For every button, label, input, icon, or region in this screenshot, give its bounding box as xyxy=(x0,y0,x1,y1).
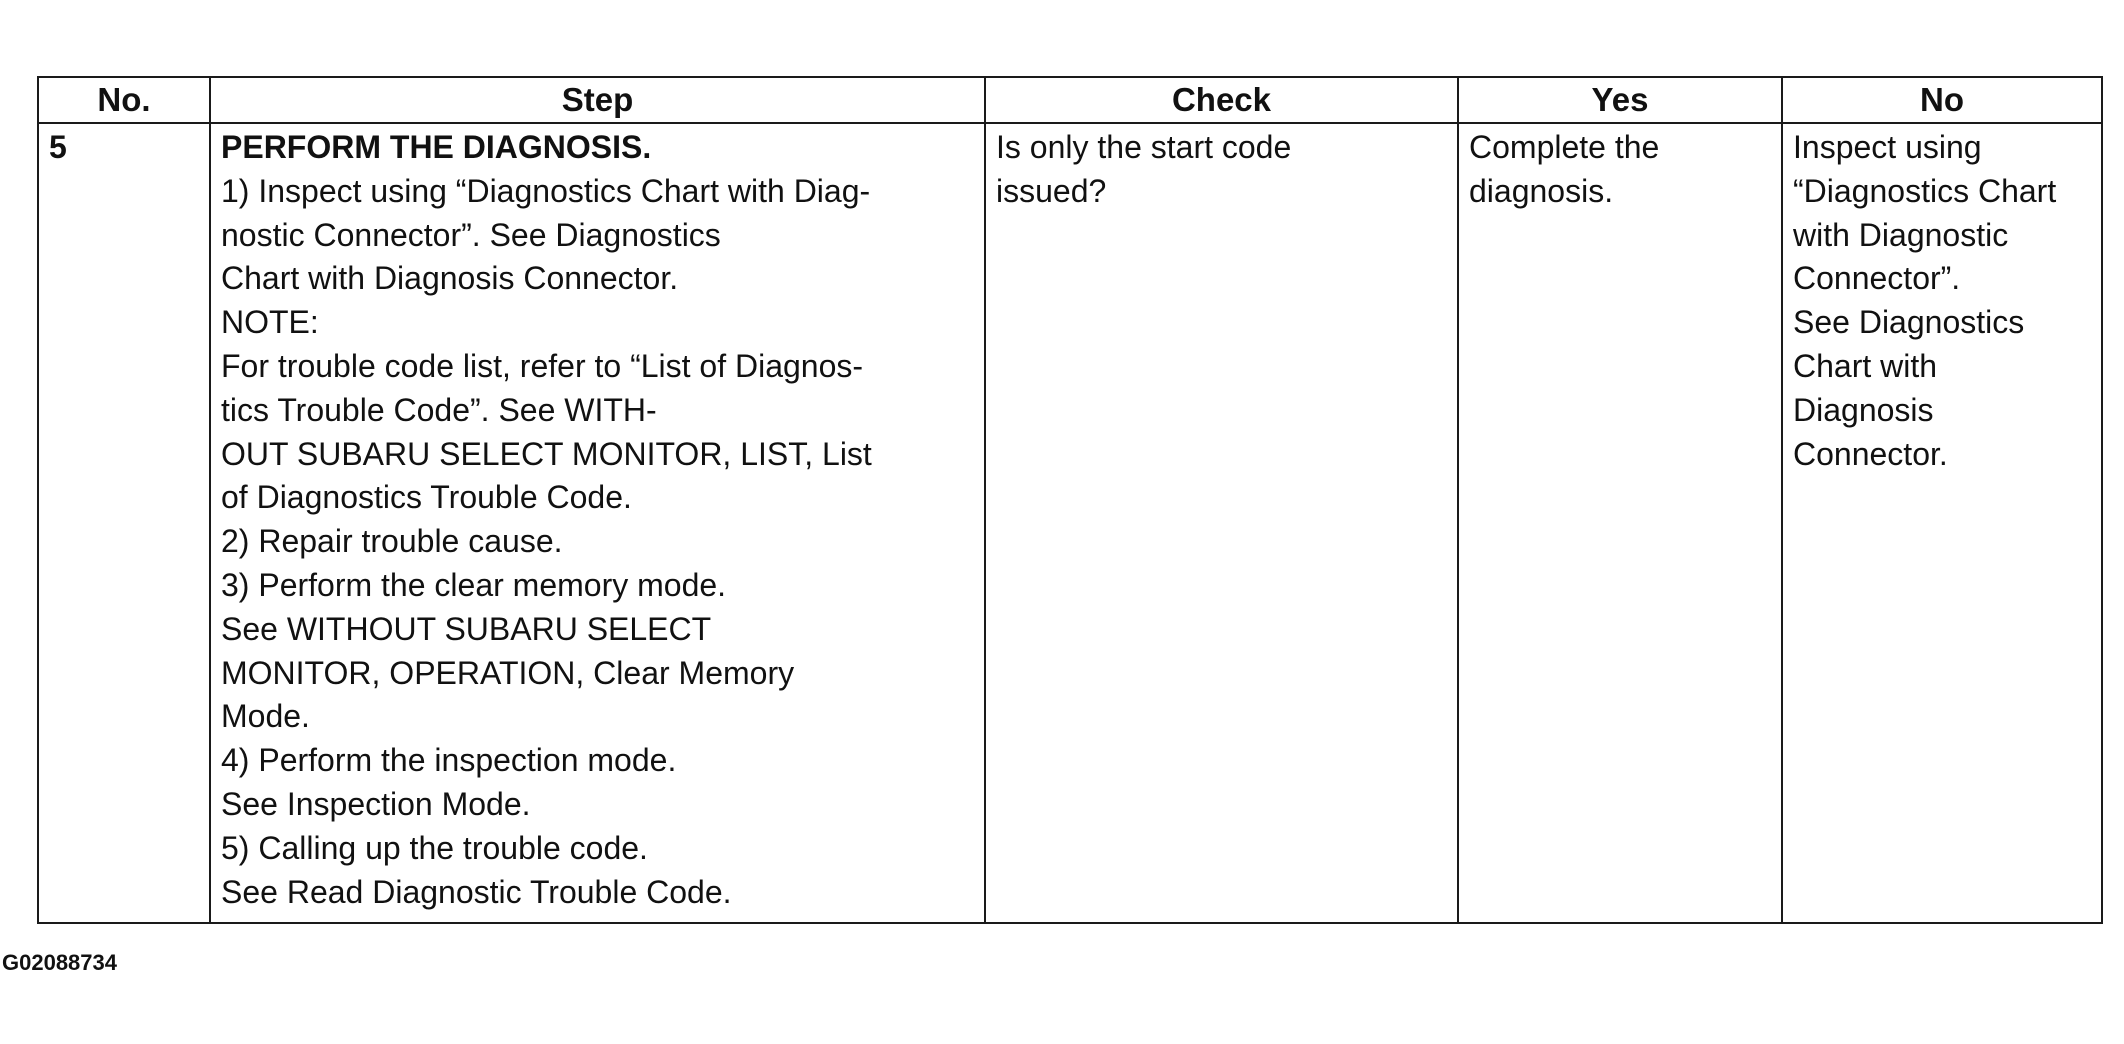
text-line: Connector”. xyxy=(1793,260,1961,297)
text-line: OUT SUBARU SELECT MONITOR, LIST, List xyxy=(221,435,872,472)
check-cell xyxy=(985,123,1458,923)
text-line: NOTE: xyxy=(221,304,319,341)
text-line: Chart with xyxy=(1793,347,1938,384)
text-line: 3) Perform the clear memory mode. xyxy=(221,566,727,603)
text-line: See Diagnostics xyxy=(1793,304,2025,341)
text-line: Is only the start code xyxy=(996,129,1292,165)
text-line: See Inspection Mode. xyxy=(221,785,531,822)
text-line: Diagnosis xyxy=(1793,391,1934,428)
text-line: issued? xyxy=(996,172,1107,209)
step-number-cell xyxy=(38,123,210,923)
table-row xyxy=(38,123,2102,923)
text-line: 1) Inspect using “Diagnostics Chart with Diag- xyxy=(221,172,871,209)
text-line: Chart with Diagnosis Connector. xyxy=(221,260,679,297)
text-line: Inspect using xyxy=(1793,129,1982,165)
header-no: No. xyxy=(38,77,210,123)
text-line: 2) Repair trouble cause. xyxy=(221,523,563,560)
table-header-row xyxy=(38,77,2102,123)
header-no-result: No xyxy=(1782,77,2102,123)
step-title: PERFORM THE DIAGNOSIS. xyxy=(221,129,652,165)
header-step: Step xyxy=(210,77,985,123)
step-lines xyxy=(221,170,974,915)
text-line: 4) Perform the inspection mode. xyxy=(221,742,677,779)
text-line: For trouble code list, refer to “List of Diagnos- xyxy=(221,347,864,384)
text-line: of Diagnostics Trouble Code. xyxy=(221,479,632,516)
text-line: diagnosis. xyxy=(1469,172,1614,209)
text-line: nostic Connector”. See Diagnostics xyxy=(221,216,721,253)
header-yes: Yes xyxy=(1458,77,1782,123)
text-line: Mode. xyxy=(221,698,310,735)
header-check: Check xyxy=(985,77,1458,123)
yes-cell xyxy=(1458,123,1782,923)
text-line: See WITHOUT SUBARU SELECT xyxy=(221,610,712,647)
yes-lines xyxy=(1469,126,1771,214)
text-line: tics Trouble Code”. See WITH- xyxy=(221,391,657,428)
figure-id: G02088734 xyxy=(2,950,117,975)
no-cell xyxy=(1782,123,2102,923)
text-line: See Read Diagnostic Trouble Code. xyxy=(221,873,732,910)
step-number: 5 xyxy=(49,129,67,165)
text-line: Complete the xyxy=(1469,129,1660,165)
text-line: MONITOR, OPERATION, Clear Memory xyxy=(221,654,795,691)
step-cell xyxy=(210,123,985,923)
text-line: “Diagnostics Chart xyxy=(1793,172,2057,209)
no-lines xyxy=(1793,126,2091,476)
text-line: 5) Calling up the trouble code. xyxy=(221,829,648,866)
text-line: with Diagnostic xyxy=(1793,216,2009,253)
check-lines xyxy=(996,126,1447,214)
text-line: Connector. xyxy=(1793,435,1948,472)
diagnostic-table xyxy=(37,76,2103,924)
